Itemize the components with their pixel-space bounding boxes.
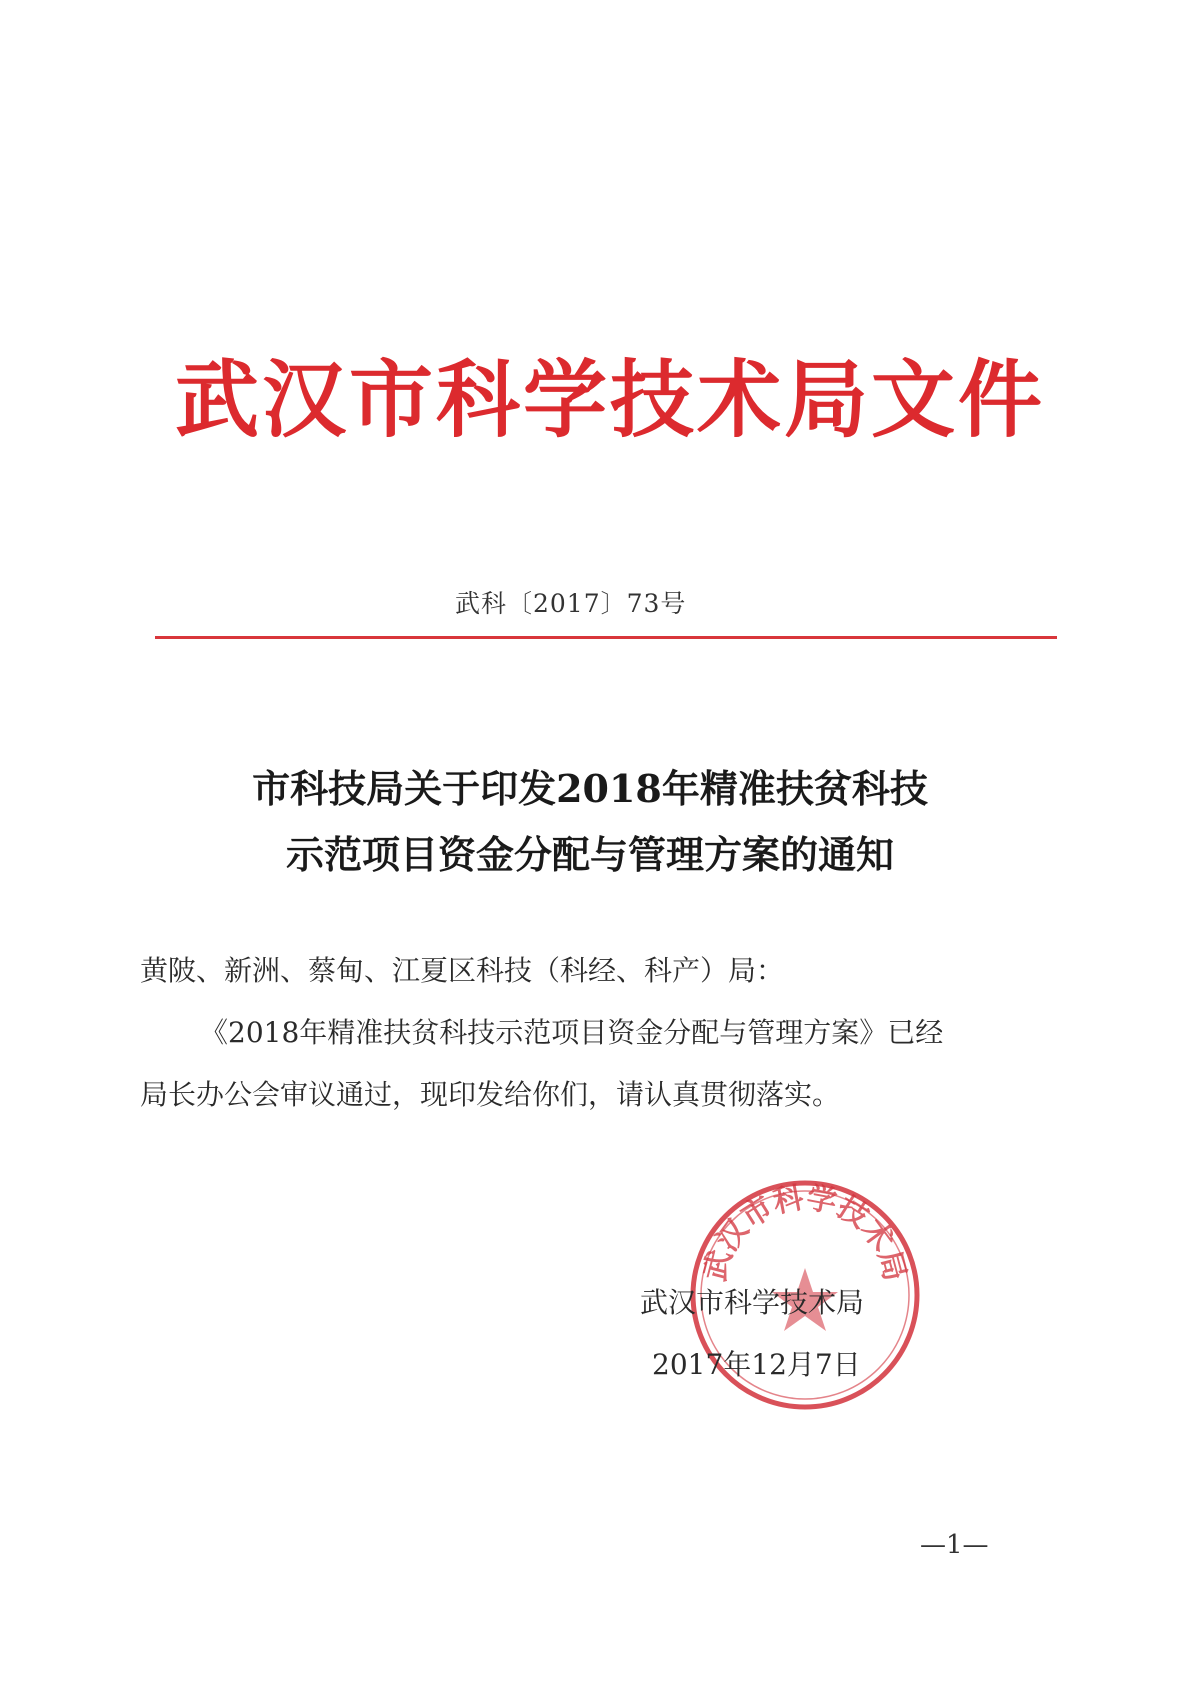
notice-title-line-2: 示范项目资金分配与管理方案的通知: [285, 832, 894, 877]
addressee-line: 黄陂、新洲、蔡甸、江夏区科技（科经、科产）局：: [140, 954, 785, 987]
body-paragraph-line-2: 局长办公会审议通过，现印发给你们，请认真贯彻落实。: [140, 1078, 841, 1111]
agency-header-title: 武汉市科学技术局文件: [175, 350, 1046, 449]
notice-title: [150, 756, 1030, 888]
signature-agency: 武汉市科学技术局: [640, 1286, 865, 1319]
body-paragraph-line-1: 《2018年精准扶贫科技示范项目资金分配与管理方案》已经: [200, 1016, 944, 1049]
red-divider-line: [155, 636, 1057, 639]
notice-title-line-1: 市科技局关于印发2018年精准扶贫科技: [252, 766, 928, 811]
issue-date: 2017年12月7日: [652, 1348, 861, 1381]
document-number: 武科〔2017〕73号: [455, 589, 687, 618]
page-number: —1—: [920, 1530, 989, 1560]
seal-text: 武汉市科学技术局: [697, 1180, 913, 1285]
